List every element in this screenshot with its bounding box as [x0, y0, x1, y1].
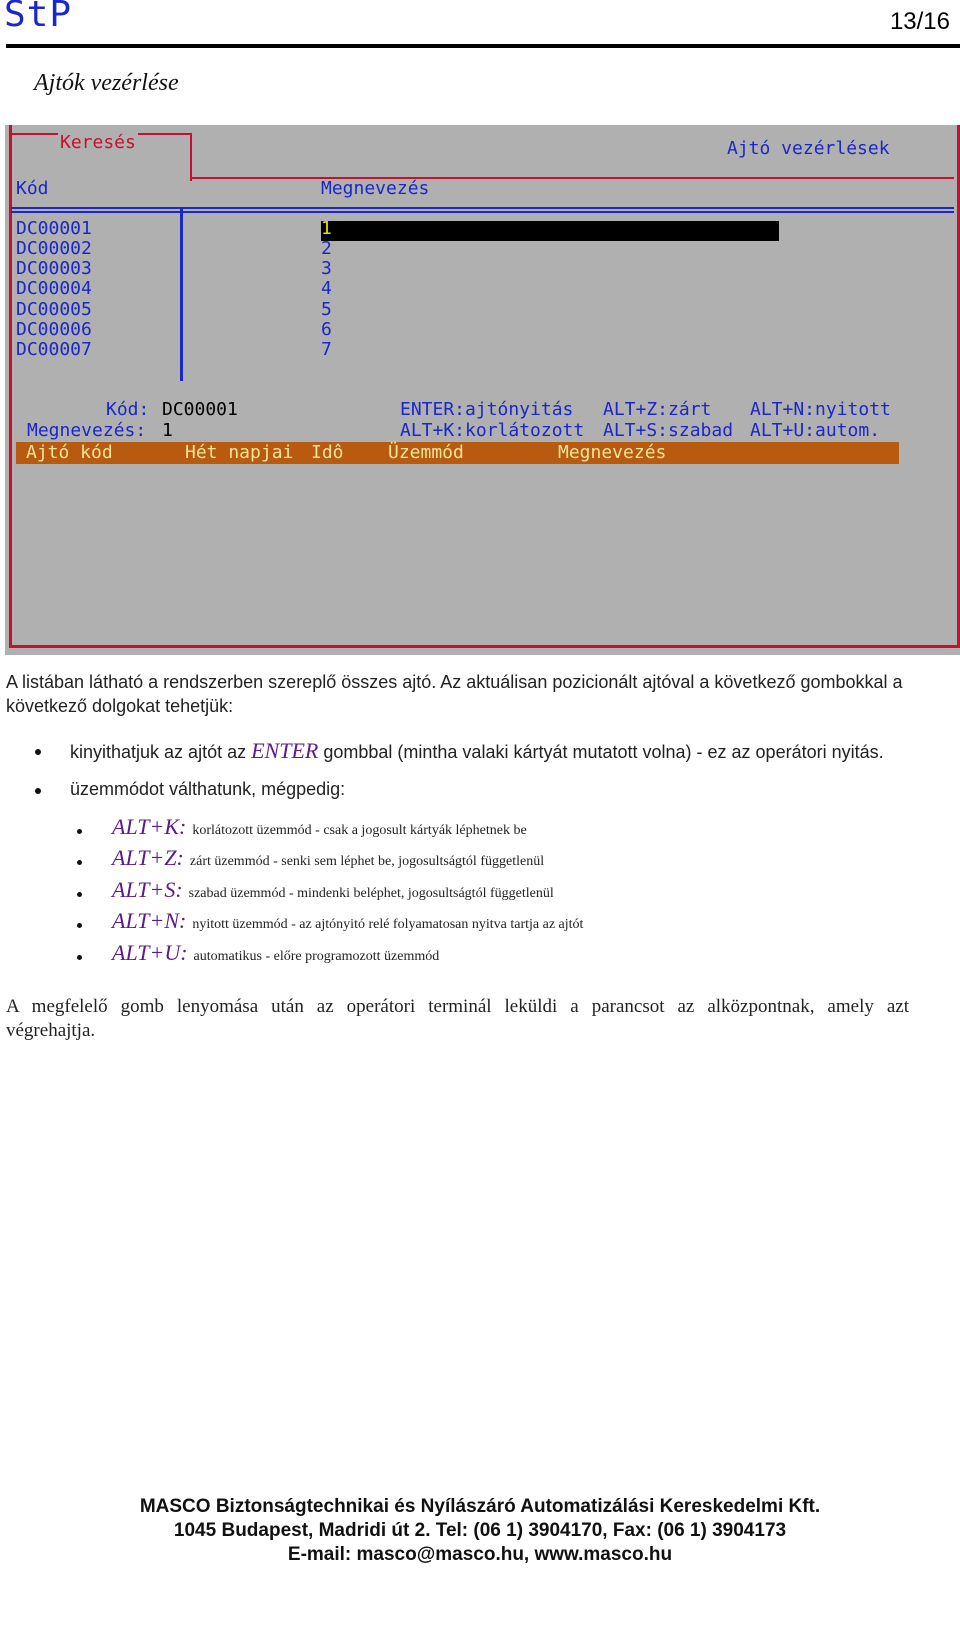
bullet-dot: [35, 788, 41, 794]
mode-key: ALT+Z:: [112, 845, 184, 870]
screen-title: Ajtó vezérlések: [727, 138, 890, 159]
mode-key: ALT+U:: [112, 940, 188, 965]
bullet-enter: [70, 738, 884, 765]
table-row-name[interactable]: 2: [321, 238, 332, 259]
closing-line-2: végrehajtja.: [6, 1020, 96, 1041]
terminal-screen: [5, 125, 960, 655]
bullet-enter-pre: kinyithatjuk az ajtót az: [70, 742, 247, 762]
bullet-dot: [77, 955, 82, 960]
mode-key: ALT+S:: [112, 877, 183, 902]
section-title: Ajtók vezérlése: [34, 70, 179, 96]
detail-code-value: DC00001: [162, 399, 238, 420]
screen-frame: [9, 125, 960, 648]
bullet-dot: [77, 829, 82, 834]
search-label: Keresés: [60, 132, 136, 153]
table-row-name[interactable]: 5: [321, 299, 332, 320]
mode-desc: nyitott üzemmód - az ajtónyitó relé folyamatosan nyitva tartja az ajtót: [192, 917, 584, 932]
bullet-mode: üzemmódot válthatunk, mégpedig:: [70, 779, 346, 799]
table-row-name[interactable]: 7: [321, 339, 332, 360]
enter-key: ENTER: [251, 738, 319, 763]
mode-desc: korlátozott üzemmód - csak a jogosult kártyák léphetnek be: [192, 823, 527, 838]
mode-key: ALT+N:: [112, 908, 187, 933]
table-row[interactable]: DC00002: [16, 238, 92, 259]
shortcut-alt-k[interactable]: ALT+K:korlátozott: [400, 420, 585, 441]
table-row[interactable]: DC00005: [16, 299, 92, 320]
table-row[interactable]: DC00004: [16, 278, 92, 299]
table-row-name[interactable]: 4: [321, 278, 332, 299]
table-row[interactable]: DC00003: [16, 258, 92, 279]
bullet-dot: [77, 860, 82, 865]
table-row[interactable]: DC00001: [16, 218, 92, 239]
mode-item: [112, 940, 439, 966]
mode-key: ALT+K:: [112, 814, 187, 839]
grid-header-days: Hét napjai: [185, 442, 294, 463]
mode-desc: szabad üzemmód - mindenki beléphet, jogosultságtól függetlenül: [188, 886, 554, 901]
mode-desc: automatikus - előre programozott üzemmód: [193, 949, 440, 964]
header-divider: [192, 177, 954, 179]
schedule-grid-header: [16, 442, 899, 464]
col-header-code: Kód: [16, 178, 49, 199]
intro-line-2: következő dolgokat tehetjük:: [6, 696, 234, 716]
mode-item: [112, 908, 583, 934]
grid-header-door: Ajtó kód: [26, 442, 113, 463]
bullet-dot: [77, 892, 82, 897]
table-row[interactable]: DC00006: [16, 319, 92, 340]
footer-company: MASCO Biztonságtechnikai és Nyílászáró Automatizálási Kereskedelmi Kft.: [139, 1496, 821, 1517]
mode-item: [112, 877, 554, 903]
logo: StP: [4, 0, 73, 35]
selection-bar: [321, 221, 779, 241]
bullet-enter-post: gombbal (mintha valaki kártyát mutatott volna) - ez az operátori nyitás.: [323, 742, 884, 762]
table-row-name[interactable]: 1: [321, 218, 332, 239]
list-rule-bottom: [11, 211, 954, 213]
page-number: 13/16: [889, 8, 950, 35]
col-header-name: Megnevezés: [321, 178, 430, 199]
list-rule-top: [11, 207, 954, 209]
detail-name-value: 1: [162, 420, 173, 441]
grid-header-name: Megnevezés: [558, 442, 667, 463]
bullet-dot: [35, 749, 41, 755]
closing-line-1: A megfelelő gomb lenyomása után az operátori terminál leküldi a parancsot az alközpontnak, amely azt: [6, 996, 909, 1017]
shortcut-alt-u[interactable]: ALT+U:autom.: [750, 420, 881, 441]
shortcut-alt-z[interactable]: ALT+Z:zárt: [603, 399, 712, 420]
shortcut-alt-n[interactable]: ALT+N:nyitott: [750, 399, 891, 420]
footer-contact: E-mail: masco@masco.hu, www.masco.hu: [287, 1544, 673, 1565]
mode-desc: zárt üzemmód - senki sem léphet be, jogosultságtól függetlenül: [189, 854, 545, 869]
footer-address: 1045 Budapest, Madridi út 2. Tel: (06 1) 3904170, Fax: (06 1) 3904173: [173, 1520, 787, 1541]
grid-header-mode: Üzemmód: [388, 442, 464, 463]
bullet-dot: [77, 923, 82, 928]
intro-line-1: A listában látható a rendszerben szereplő összes ajtó. Az aktuálisan pozicionált ajtóval a következő gombokkal a: [6, 672, 903, 692]
table-row-name[interactable]: 6: [321, 319, 332, 340]
search-box[interactable]: [10, 133, 192, 181]
shortcut-enter[interactable]: ENTER:ajtónyitás: [400, 399, 574, 420]
mode-item: [112, 814, 527, 840]
header-rule: [6, 44, 960, 48]
table-row[interactable]: DC00007: [16, 339, 92, 360]
table-row-name[interactable]: 3: [321, 258, 332, 279]
shortcut-alt-s[interactable]: ALT+S:szabad: [603, 420, 734, 441]
detail-code-label: Kód:: [106, 399, 150, 420]
list-column-divider: [180, 209, 183, 381]
mode-item: [112, 845, 544, 871]
detail-name-label: Megnevezés:: [27, 420, 147, 441]
grid-header-time: Idô: [311, 442, 344, 463]
